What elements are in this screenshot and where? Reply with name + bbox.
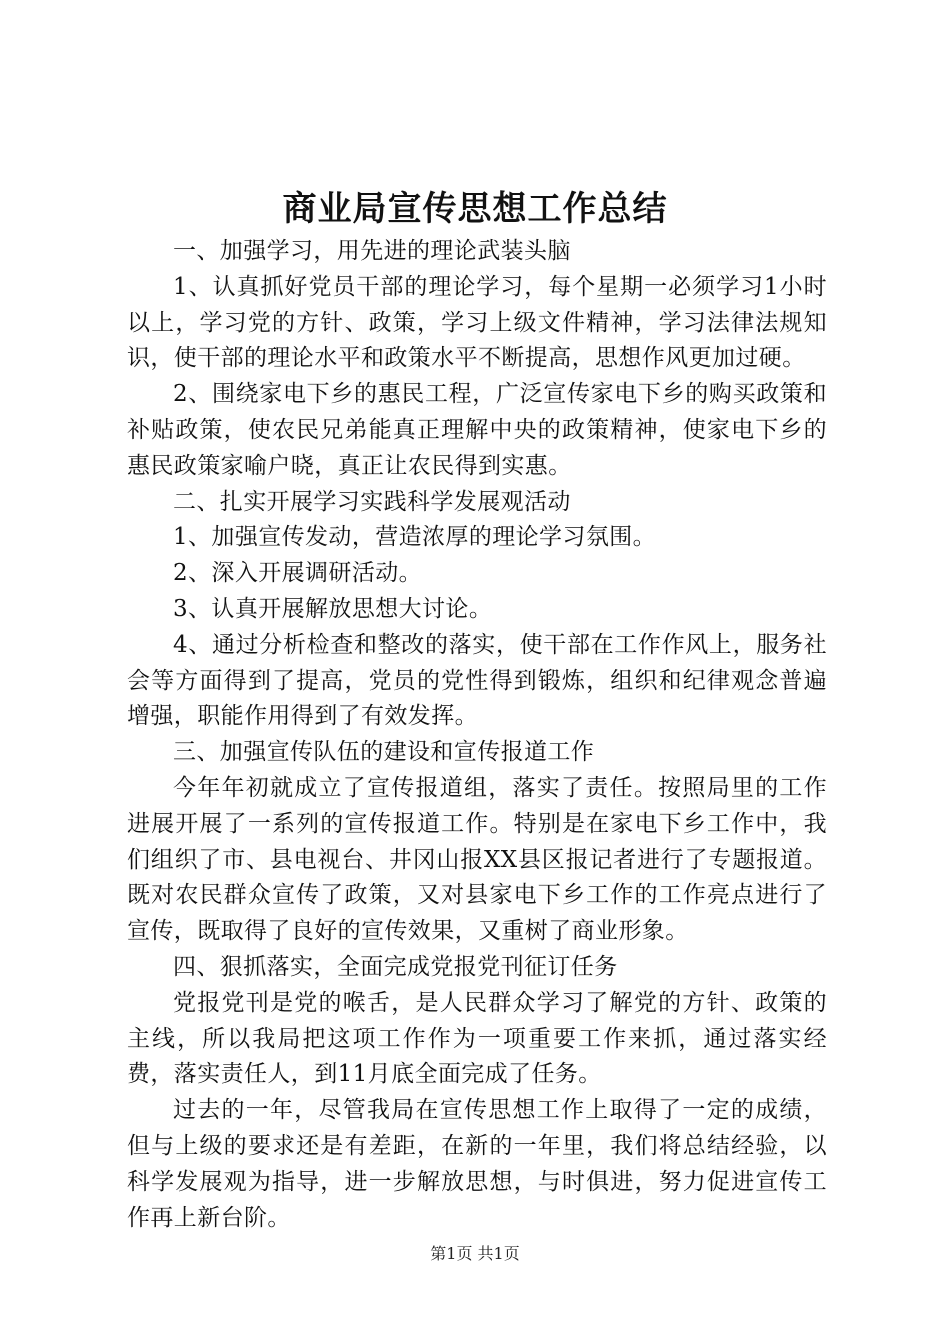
paragraph: 党报党刊是党的喉舌，是人民群众学习了解党的方针、政策的主线，所以我局把这项工作作为一项重要工作来抓，通过落实经费，落实责任人，到11月底全面完成了任务。 <box>127 989 827 1088</box>
document-title: 商业局宣传思想工作总结 <box>282 189 668 229</box>
paragraph: 今年年初就成立了宣传报道组，落实了责任。按照局里的工作进展开展了一系列的宣传报道工作。特别是在家电下乡工作中，我们组织了市、县电视台、井冈山报XX县区报记者进行了专题报道。既对农民群众宣传了政策，又对县家电下乡工作的工作亮点进行了宣传，既取得了良好的宣传效果，又重树了商业形象。 <box>127 774 827 945</box>
section-heading-4: 四、狠抓落实，全面完成党报党刊征订任务 <box>173 953 618 980</box>
paragraph: 1、加强宣传发动，营造浓厚的理论学习氛围。 <box>173 524 657 551</box>
paragraph: 2、深入开展调研活动。 <box>173 560 423 587</box>
paragraph: 2、围绕家电下乡的惠民工程，广泛宣传家电下乡的购买政策和补贴政策，使农民兄弟能真正理解中央的政策精神，使家电下乡的惠民政策家喻户晓，真正让农民得到实惠。 <box>127 381 827 479</box>
page-footer: 第1页 共1页 <box>430 1244 520 1263</box>
section-heading-3: 三、加强宣传队伍的建设和宣传报道工作 <box>173 739 595 766</box>
section-heading-2: 二、扎实开展学习实践科学发展观活动 <box>173 488 571 515</box>
paragraph: 4、通过分析检查和整改的落实，使干部在工作作风上，服务社会等方面得到了提高，党员的党性得到锻炼，组织和纪律观念普遍增强，职能作用得到了有效发挥。 <box>127 631 827 730</box>
document-body <box>127 234 827 1236</box>
paragraph: 3、认真开展解放思想大讨论。 <box>173 595 493 622</box>
section-heading-1: 一、加强学习，用先进的理论武装头脑 <box>173 238 571 264</box>
closing-paragraph: 过去的一年，尽管我局在宣传思想工作上取得了一定的成绩，但与上级的要求还是有差距，在新的一年里，我们将总结经验，以科学发展观为指导，进一步解放思想，与时俱进，努力促进宣传工作再上新台阶。 <box>127 1097 827 1231</box>
paragraph: 1、认真抓好党员干部的理论学习，每个星期一必须学习1小时以上，学习党的方针、政策，学习上级文件精神，学习法律法规知识，使干部的理论水平和政策水平不断提高，思想作风更加过硬。 <box>127 273 827 372</box>
